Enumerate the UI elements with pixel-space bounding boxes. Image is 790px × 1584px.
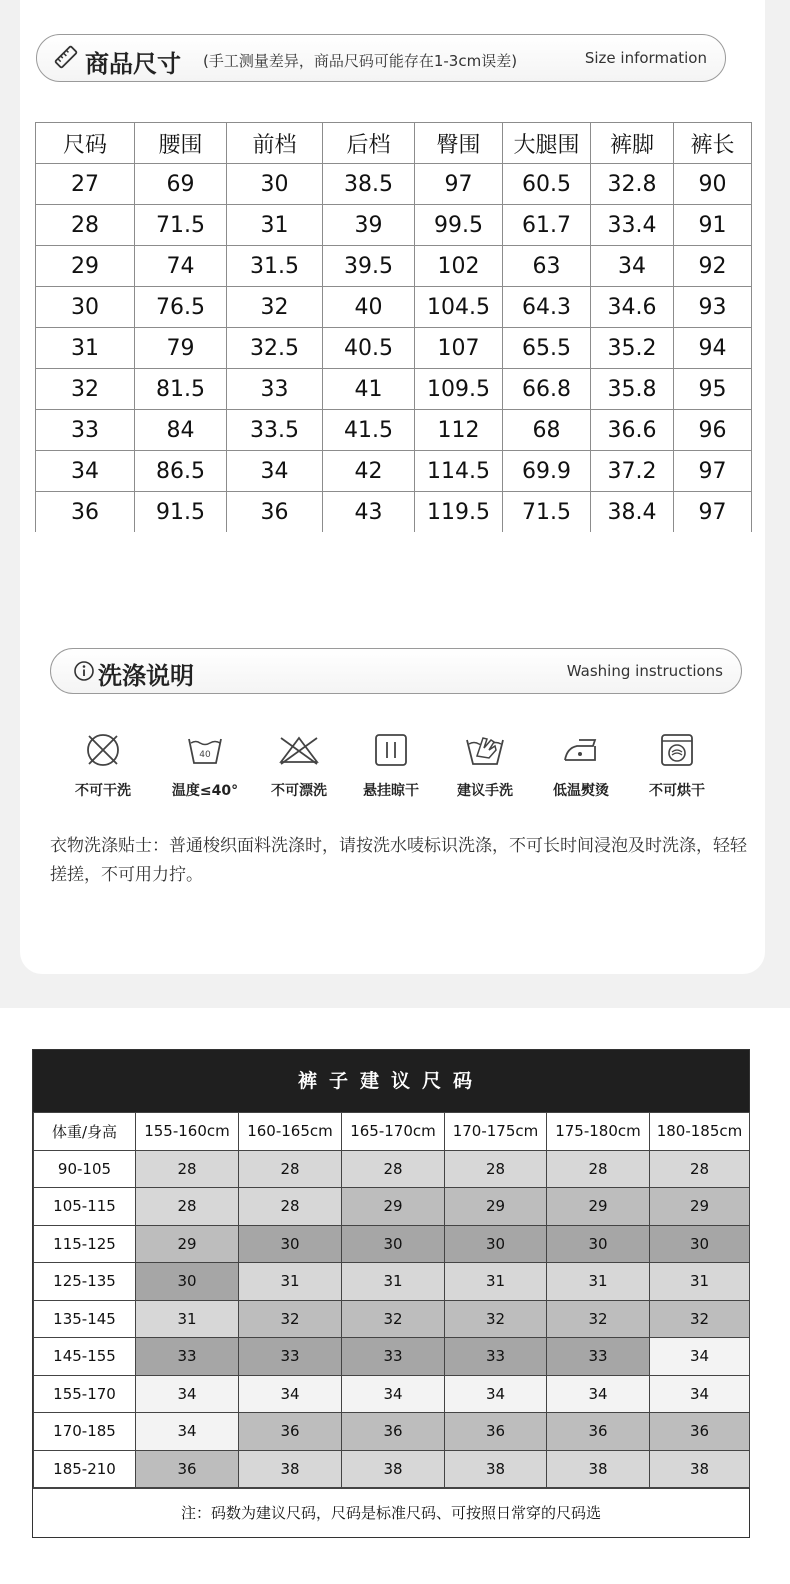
recommend-size-cell: 29 [445, 1188, 547, 1226]
recommend-size-cell: 30 [547, 1225, 650, 1263]
size-cell: 32 [36, 369, 135, 410]
size-cell: 112 [415, 410, 503, 451]
size-cell: 32 [227, 287, 323, 328]
size-cell: 96 [674, 410, 752, 451]
wash-item [440, 730, 530, 800]
size-cell: 38.4 [591, 492, 674, 533]
recommend-size-cell: 34 [342, 1375, 445, 1413]
size-header-cell: 大腿围 [503, 123, 591, 164]
weight-cell: 170-185 [34, 1413, 136, 1451]
size-cell: 71.5 [503, 492, 591, 533]
wash-item [346, 730, 436, 800]
wash-label: 不可烘干 [649, 783, 705, 799]
size-cell: 90 [674, 164, 752, 205]
table-row [36, 246, 752, 287]
size-header-cell: 后档 [323, 123, 415, 164]
size-cell: 32.5 [227, 328, 323, 369]
recommend-size-cell: 34 [650, 1338, 750, 1376]
size-header-cell: 臀围 [415, 123, 503, 164]
recommend-size-cell: 30 [239, 1225, 342, 1263]
recommend-size-cell: 36 [445, 1413, 547, 1451]
table-row [36, 369, 752, 410]
recommend-table [33, 1112, 750, 1488]
recommend-size-cell: 33 [136, 1338, 239, 1376]
recommend-size-cell: 28 [136, 1150, 239, 1188]
weight-cell: 115-125 [34, 1225, 136, 1263]
size-cell: 84 [135, 410, 227, 451]
size-cell: 39.5 [323, 246, 415, 287]
size-note: (手工测量差异，商品尺码可能存在1-3cm误差) [203, 52, 518, 70]
low-iron-icon [559, 730, 603, 770]
weight-cell: 155-170 [34, 1375, 136, 1413]
size-cell: 30 [36, 287, 135, 328]
weight-cell: 145-155 [34, 1338, 136, 1376]
recommend-size-cell: 31 [547, 1263, 650, 1301]
size-cell: 95 [674, 369, 752, 410]
size-cell: 119.5 [415, 492, 503, 533]
recommend-size-cell: 28 [239, 1150, 342, 1188]
recommend-title: 裤子建议尺码 [33, 1050, 749, 1112]
size-english-title: Size information [584, 49, 707, 67]
height-header-cell: 180-185cm [650, 1113, 750, 1151]
size-cell: 91 [674, 205, 752, 246]
table-row [36, 164, 752, 205]
size-cell: 43 [323, 492, 415, 533]
table-row [36, 287, 752, 328]
size-cell: 81.5 [135, 369, 227, 410]
wash-item [536, 730, 626, 800]
table-row [36, 328, 752, 369]
size-cell: 31.5 [227, 246, 323, 287]
size-cell: 76.5 [135, 287, 227, 328]
recommend-size-cell: 34 [650, 1375, 750, 1413]
size-cell: 32.8 [591, 164, 674, 205]
size-cell: 109.5 [415, 369, 503, 410]
recommend-size-cell: 31 [342, 1263, 445, 1301]
recommend-size-cell: 34 [136, 1375, 239, 1413]
wash-40-icon [185, 730, 225, 770]
size-cell: 28 [36, 205, 135, 246]
recommend-size-cell: 36 [342, 1413, 445, 1451]
height-header-cell: 160-165cm [239, 1113, 342, 1151]
recommend-size-cell: 33 [239, 1338, 342, 1376]
weight-cell: 105-115 [34, 1188, 136, 1226]
recommend-size-cell: 29 [342, 1188, 445, 1226]
wash-tip: 衣物洗涤贴士：普通梭织面料洗涤时，请按洗水唛标识洗涤，不可长时间浸泡及时洗涤，轻轻搓搓，不可用力拧。 [50, 836, 747, 885]
size-cell: 35.2 [591, 328, 674, 369]
recommend-size-cell: 30 [136, 1263, 239, 1301]
recommend-size-cell: 34 [136, 1413, 239, 1451]
recommend-size-cell: 30 [445, 1225, 547, 1263]
size-info-header [36, 34, 726, 82]
recommend-size-cell: 32 [445, 1300, 547, 1338]
size-cell: 104.5 [415, 287, 503, 328]
size-cell: 34 [36, 451, 135, 492]
size-header-cell: 尺码 [36, 123, 135, 164]
recommend-size-cell: 34 [445, 1375, 547, 1413]
size-cell: 66.8 [503, 369, 591, 410]
size-cell: 97 [415, 164, 503, 205]
size-cell: 79 [135, 328, 227, 369]
height-header-cell: 170-175cm [445, 1113, 547, 1151]
size-cell: 64.3 [503, 287, 591, 328]
size-cell: 99.5 [415, 205, 503, 246]
size-header-cell: 裤长 [674, 123, 752, 164]
recommend-size-cell: 31 [445, 1263, 547, 1301]
recommend-size-cell: 38 [445, 1450, 547, 1488]
size-cell: 35.8 [591, 369, 674, 410]
size-cell: 27 [36, 164, 135, 205]
size-cell: 33 [36, 410, 135, 451]
size-cell: 71.5 [135, 205, 227, 246]
wash-item [160, 730, 250, 800]
recommend-size-cell: 28 [136, 1188, 239, 1226]
info-icon [73, 660, 95, 686]
weight-cell: 90-105 [34, 1150, 136, 1188]
recommend-size-cell: 36 [239, 1413, 342, 1451]
recommend-size-cell: 28 [547, 1150, 650, 1188]
recommend-size-cell: 28 [342, 1150, 445, 1188]
recommend-size-cell: 29 [136, 1225, 239, 1263]
size-cell: 74 [135, 246, 227, 287]
wash-label: 不可干洗 [75, 783, 131, 799]
size-cell: 38.5 [323, 164, 415, 205]
size-cell: 97 [674, 451, 752, 492]
recommend-size-chart [32, 1049, 750, 1538]
size-cell: 86.5 [135, 451, 227, 492]
wash-item [58, 730, 148, 800]
size-cell: 93 [674, 287, 752, 328]
recommend-size-cell: 32 [342, 1300, 445, 1338]
recommend-size-cell: 34 [239, 1375, 342, 1413]
size-cell: 42 [323, 451, 415, 492]
size-cell: 60.5 [503, 164, 591, 205]
weight-cell: 185-210 [34, 1450, 136, 1488]
recommend-size-cell: 30 [650, 1225, 750, 1263]
no-dry-clean-icon [83, 730, 123, 770]
size-cell: 102 [415, 246, 503, 287]
size-header-cell: 腰围 [135, 123, 227, 164]
size-table [35, 122, 752, 532]
size-cell: 68 [503, 410, 591, 451]
recommend-size-cell: 28 [239, 1188, 342, 1226]
size-header-cell: 前档 [227, 123, 323, 164]
table-row [36, 451, 752, 492]
recommend-size-cell: 31 [650, 1263, 750, 1301]
height-header-cell: 165-170cm [342, 1113, 445, 1151]
wash-title: 洗涤说明 [98, 662, 194, 690]
size-cell: 34.6 [591, 287, 674, 328]
size-cell: 61.7 [503, 205, 591, 246]
size-cell: 31 [36, 328, 135, 369]
size-cell: 31 [227, 205, 323, 246]
size-header-cell: 裤脚 [591, 123, 674, 164]
no-tumble-dry-icon [657, 730, 697, 770]
wash-english-title: Washing instructions [566, 662, 723, 680]
size-cell: 40.5 [323, 328, 415, 369]
size-cell: 37.2 [591, 451, 674, 492]
size-cell: 29 [36, 246, 135, 287]
size-cell: 91.5 [135, 492, 227, 533]
recommend-size-cell: 36 [136, 1450, 239, 1488]
recommend-size-cell: 32 [547, 1300, 650, 1338]
no-bleach-icon [277, 730, 321, 770]
recommend-size-cell: 33 [547, 1338, 650, 1376]
wash-label: 不可漂洗 [271, 783, 327, 799]
weight-cell: 125-135 [34, 1263, 136, 1301]
recommend-size-cell: 31 [136, 1300, 239, 1338]
size-cell: 41.5 [323, 410, 415, 451]
recommend-size-cell: 28 [445, 1150, 547, 1188]
ruler-icon [53, 44, 79, 74]
recommend-size-cell: 29 [547, 1188, 650, 1226]
table-row [36, 492, 752, 533]
recommend-size-cell: 32 [239, 1300, 342, 1338]
wash-info-header [50, 648, 742, 694]
height-header-cell: 155-160cm [136, 1113, 239, 1151]
wash-item [632, 730, 722, 800]
recommend-size-cell: 38 [650, 1450, 750, 1488]
wash-label: 温度≤40° [171, 783, 239, 799]
table-row [36, 410, 752, 451]
size-cell: 65.5 [503, 328, 591, 369]
corner-header: 体重/身高 [34, 1113, 136, 1151]
table-row [36, 205, 752, 246]
size-cell: 114.5 [415, 451, 503, 492]
size-cell: 30 [227, 164, 323, 205]
table-row [34, 1263, 750, 1301]
recommend-size-cell: 36 [650, 1413, 750, 1451]
table-row [34, 1150, 750, 1188]
recommend-size-cell: 34 [547, 1375, 650, 1413]
recommend-size-cell: 28 [650, 1150, 750, 1188]
size-cell: 33.5 [227, 410, 323, 451]
size-cell: 36 [36, 492, 135, 533]
size-cell: 41 [323, 369, 415, 410]
size-title: 商品尺寸 [85, 50, 181, 78]
wash-label: 悬挂晾干 [363, 783, 419, 799]
wash-label: 建议手洗 [457, 783, 513, 799]
size-table-header [36, 123, 752, 164]
recommend-size-cell: 38 [239, 1450, 342, 1488]
size-cell: 33 [227, 369, 323, 410]
table-row [34, 1413, 750, 1451]
wash-icons-row [58, 730, 748, 810]
table-row [34, 1300, 750, 1338]
recommend-note: 注：码数为建议尺码，尺码是标准尺码、可按照日常穿的尺码选 [33, 1488, 749, 1537]
size-cell: 92 [674, 246, 752, 287]
size-cell: 39 [323, 205, 415, 246]
recommend-size-cell: 32 [650, 1300, 750, 1338]
size-cell: 69 [135, 164, 227, 205]
size-cell: 40 [323, 287, 415, 328]
height-header-cell: 175-180cm [547, 1113, 650, 1151]
size-cell: 94 [674, 328, 752, 369]
size-cell: 36 [227, 492, 323, 533]
table-row [34, 1450, 750, 1488]
table-row [34, 1188, 750, 1226]
size-cell: 34 [591, 246, 674, 287]
wash-label: 低温熨烫 [553, 783, 609, 799]
table-row [34, 1225, 750, 1263]
hand-wash-icon [463, 730, 507, 770]
size-cell: 97 [674, 492, 752, 533]
recommend-size-cell: 36 [547, 1413, 650, 1451]
recommend-size-cell: 38 [342, 1450, 445, 1488]
table-row [34, 1375, 750, 1413]
hang-dry-icon [371, 730, 411, 770]
size-cell: 33.4 [591, 205, 674, 246]
size-cell: 36.6 [591, 410, 674, 451]
weight-cell: 135-145 [34, 1300, 136, 1338]
wash-temp-text: 40 [199, 750, 211, 760]
recommend-size-cell: 29 [650, 1188, 750, 1226]
recommend-size-cell: 33 [445, 1338, 547, 1376]
size-cell: 69.9 [503, 451, 591, 492]
recommend-size-cell: 33 [342, 1338, 445, 1376]
recommend-size-cell: 31 [239, 1263, 342, 1301]
size-cell: 107 [415, 328, 503, 369]
recommend-size-cell: 30 [342, 1225, 445, 1263]
size-cell: 63 [503, 246, 591, 287]
recommend-header-row [34, 1113, 750, 1151]
wash-item [254, 730, 344, 800]
recommend-size-cell: 38 [547, 1450, 650, 1488]
table-row [34, 1338, 750, 1376]
size-cell: 34 [227, 451, 323, 492]
